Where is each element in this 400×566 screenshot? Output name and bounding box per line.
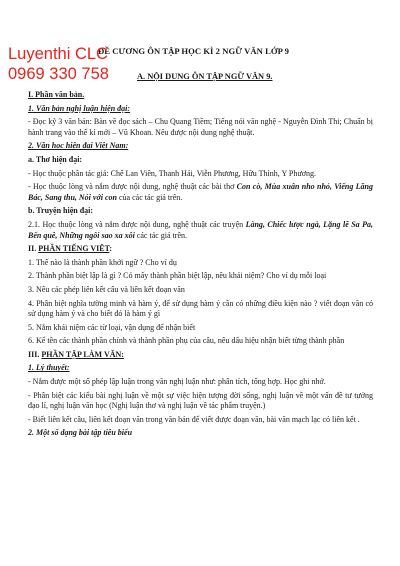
part1-heading: I. Phần văn bản.: [28, 90, 85, 99]
part3-item: - Nắm được một số phép lập luận trong văn nghị luận như: phân tích, tổng hợp. Học ghi nhớ.: [28, 377, 326, 387]
part1-sub1-text: - Đọc kỹ 3 văn bản: Bàn về đọc sách – Chu Quang Tiềm; Tiếng nói văn nghệ - Nguyễn Đình Thi; Chuẩn bị hành trang vào thế kỉ mới – Vũ Khoan. Nêu được nội dung nghệ thuật.: [28, 117, 373, 137]
part2-item: 2. Thành phần biệt lập là gì ? Có mấy thành phần biệt lập, nêu khái niệm? Cho ví dụ mỗi loại: [28, 271, 327, 281]
section-a-heading: A. NỘI DUNG ÔN TẬP NGỮ VĂN 9.: [137, 72, 273, 81]
part3-sub1-heading: 1. Lý thuyết:: [28, 363, 70, 373]
part2-heading-prefix: II.: [28, 244, 39, 254]
poetry-works-post: của các tác giả trên.: [116, 192, 183, 202]
part1-sub1-heading: 1. Văn bản nghị luận hiện đại:: [28, 103, 131, 113]
prose-works-titles: Làng, Chiếc lược ngà, Lặng lẽ Sa Pa, Bến quê, Những ngôi sao xa xôi: [28, 219, 374, 240]
part1-sub2-heading: 2. Văn học hiện đại Việt Nam:: [28, 141, 129, 151]
prose-works-text: [28, 220, 373, 241]
part2-heading-suffix: :: [109, 244, 113, 254]
prose-heading: b. Truyện hiện đại:: [28, 206, 94, 216]
watermark-brand: Luyenthi CLC: [8, 45, 108, 63]
part3-heading-prefix: III.: [28, 349, 42, 359]
part3-heading: [28, 350, 373, 361]
poetry-works-titles: Con cò, Mùa xuân nho nhỏ, Viếng Lăng Bác, Sang thu, Nói với con: [28, 182, 374, 202]
part2-heading: [28, 244, 373, 255]
document-body: [28, 87, 373, 439]
part2-heading-text: PHẦN TIẾNG VIỆT: [38, 244, 110, 254]
part2-item: 1. Thế nào là thành phần khởi ngữ ? Cho ví dụ: [28, 257, 177, 267]
poetry-heading: a. Thơ hiện đại:: [28, 154, 83, 164]
poetry-authors-text: - Học thuộc phần tác giả: Chế Lan Viên, Thanh Hải, Viễn Phương, Hữu Thỉnh, Y Phương.: [28, 168, 316, 178]
part3-item: - Biết liên kết câu, liên kết đoạn văn trong văn bản để viết được đoạn văn, bài văn mạch lạc có liên kết .: [28, 414, 360, 424]
part3-sub2-heading: 2. Một số dạng bài tập tiêu biểu: [28, 428, 133, 438]
prose-works-post: các tác giả trên.: [134, 230, 187, 240]
poetry-works-text: [28, 182, 373, 203]
prose-works-pre: 2.1. Học thuộc lòng và nắm được nội dung, nghệ thuật các truyện: [28, 219, 246, 229]
part2-item: 3. Nêu các phép liên kết câu và liên kết đoạn văn: [28, 284, 185, 294]
poetry-works-pre: - Học thuộc lòng và nắm được nội dung, nghệ thuật các bài thơ: [28, 182, 237, 192]
part2-item: 4. Phân biệt nghĩa tường minh và hàm ý, để sử dụng hàm ý cần có những điều kiện nào ? viết đoạn văn có sử dụng hàm ý và cho biết đó là hàm ý gì: [28, 298, 373, 319]
watermark-phone: 0969 330 758: [8, 65, 109, 83]
part2-item: 6. Kể tên các thành phần chính và thành phần phụ của câu, nêu dấu hiệu nhận biết từng thành phần: [28, 336, 345, 346]
part3-heading-text: PHẦN TẬP LÀM VĂN:: [41, 349, 124, 359]
part3-item: - Phân biệt các kiểu bài nghị luận về một sự việc hiện tượng đời sống, nghị luận về một vấn đề tư tưởng đạo lí, nghị luận văn học (Nghị luận thơ và nghị luận về tác phẩm truyện.): [28, 390, 373, 411]
part2-item: 5. Nắm khái niệm các từ loại, vận dụng để nhận biết: [28, 322, 196, 332]
document-title: ĐỀ CƯƠNG ÔN TẬP HỌC KÌ 2 NGỮ VĂN LỚP 9: [98, 46, 289, 56]
